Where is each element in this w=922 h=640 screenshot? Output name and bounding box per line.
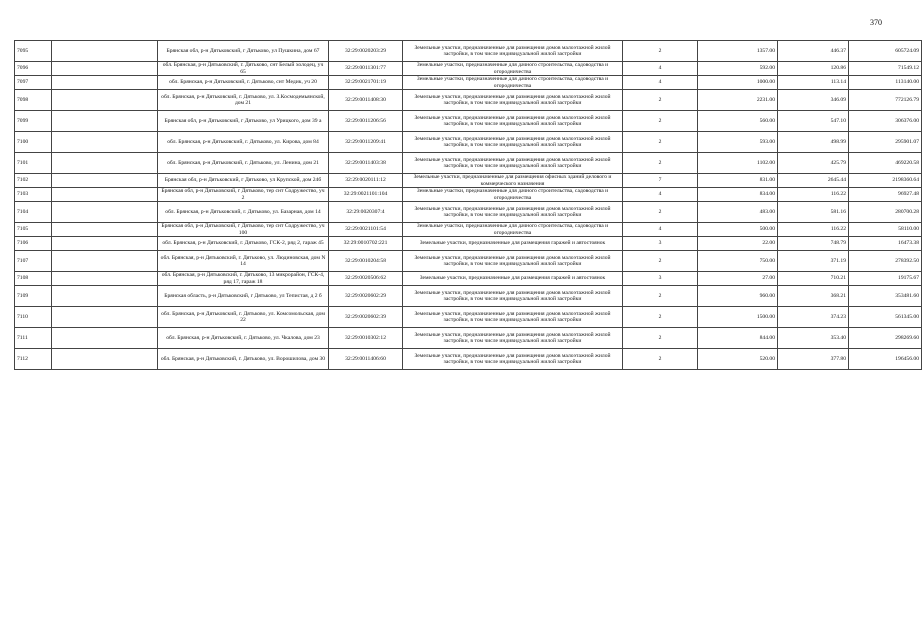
row-number: 7111 bbox=[15, 328, 52, 349]
land-use-cell: Земельные участки, предназначенные для дачного строительства, садоводства и огородничества bbox=[403, 62, 623, 76]
area-cell: 834.00 bbox=[698, 188, 778, 202]
empty-cell bbox=[52, 76, 158, 90]
group-cell: 2 bbox=[623, 90, 698, 111]
land-use-cell: Земельные участки, предназначенные для размещения домов малоэтажной жилой застройки, в том числе индивидуальной жилой застройки bbox=[403, 349, 623, 370]
empty-cell bbox=[52, 349, 158, 370]
group-cell: 2 bbox=[623, 41, 698, 62]
area-cell: 1357.00 bbox=[698, 41, 778, 62]
area-cell: 1102.00 bbox=[698, 153, 778, 174]
cadastral-number-cell: 32:29:0011406:60 bbox=[329, 349, 403, 370]
empty-cell bbox=[52, 132, 158, 153]
specific-value-cell: 116.22 bbox=[778, 223, 849, 237]
cadastral-number-cell: 32:29:0011209:41 bbox=[329, 132, 403, 153]
cadastral-value-cell: 2198360.64 bbox=[849, 174, 922, 188]
address-cell: Брянская область, р-н Дятьковский, г Дятьково, ул Тепистая, д 2 б bbox=[158, 286, 329, 307]
empty-cell bbox=[52, 223, 158, 237]
cadastral-number-cell: 32:29:0020111:12 bbox=[329, 174, 403, 188]
group-cell: 2 bbox=[623, 153, 698, 174]
table-row bbox=[15, 286, 922, 307]
cadastral-value-cell: 19175.67 bbox=[849, 272, 922, 286]
row-number: 7101 bbox=[15, 153, 52, 174]
address-cell: обл. Брянская, р-н Дятьковский, г. Дятьково, ул. Чкалова, дом 23 bbox=[158, 328, 329, 349]
land-use-cell: Земельные участки, предназначенные для размещения домов малоэтажной жилой застройки, в том числе индивидуальной жилой застройки bbox=[403, 251, 623, 272]
cadastral-value-cell: 196456.00 bbox=[849, 349, 922, 370]
address-cell: обл. Брянская, р-н Дятьковский, г. Дятьково, ул. Людиновская, дом N 14 bbox=[158, 251, 329, 272]
address-cell: Брянская обл, р-н Дятьковский, г Дятьково, тер снт Содружество, уч 2 bbox=[158, 188, 329, 202]
area-cell: 560.00 bbox=[698, 111, 778, 132]
cadastral-number-cell: 32:29:0011408:30 bbox=[329, 90, 403, 111]
group-cell: 2 bbox=[623, 307, 698, 328]
area-cell: 483.00 bbox=[698, 202, 778, 223]
cadastral-number-cell: 32:29:0011403:38 bbox=[329, 153, 403, 174]
row-number: 7096 bbox=[15, 62, 52, 76]
specific-value-cell: 368.21 bbox=[778, 286, 849, 307]
row-number: 7105 bbox=[15, 223, 52, 237]
table-row bbox=[15, 328, 922, 349]
area-cell: 593.00 bbox=[698, 132, 778, 153]
cadastral-value-cell: 298269.60 bbox=[849, 328, 922, 349]
cadastral-number-cell: 32:29:0011301:77 bbox=[329, 62, 403, 76]
empty-cell bbox=[52, 286, 158, 307]
group-cell: 7 bbox=[623, 174, 698, 188]
land-use-cell: Земельные участки, предназначенные для размещения домов малоэтажной жилой застройки, в том числе индивидуальной жилой застройки bbox=[403, 202, 623, 223]
row-number: 7106 bbox=[15, 237, 52, 251]
cadastral-number-cell: 32:29:0021101:54 bbox=[329, 223, 403, 237]
cadastral-number-cell: 32:29:0020307:4 bbox=[329, 202, 403, 223]
table-row bbox=[15, 174, 922, 188]
area-cell: 592.00 bbox=[698, 62, 778, 76]
land-use-cell: Земельные участки, предназначенные для дачного строительства, садоводства и огородничества bbox=[403, 188, 623, 202]
cadastral-number-cell: 32:29:0010302:12 bbox=[329, 328, 403, 349]
table-row bbox=[15, 132, 922, 153]
cadastral-number-cell: 32:29:0011206:56 bbox=[329, 111, 403, 132]
area-cell: 1000.00 bbox=[698, 76, 778, 90]
specific-value-cell: 748.79 bbox=[778, 237, 849, 251]
group-cell: 2 bbox=[623, 251, 698, 272]
empty-cell bbox=[52, 62, 158, 76]
address-cell: Брянская обл, р-н Дятьковский, г Дятьково, ул Крупской, дом 24б bbox=[158, 174, 329, 188]
empty-cell bbox=[52, 174, 158, 188]
row-number: 7109 bbox=[15, 286, 52, 307]
row-number: 7112 bbox=[15, 349, 52, 370]
area-cell: 750.00 bbox=[698, 251, 778, 272]
table-row bbox=[15, 223, 922, 237]
cadastral-value-cell: 306376.00 bbox=[849, 111, 922, 132]
cadastral-value-cell: 71549.12 bbox=[849, 62, 922, 76]
area-cell: 960.00 bbox=[698, 286, 778, 307]
address-cell: обл. Брянская, р-н Дятьковский, г. Дятьково, ул. Кирова, дом 84 bbox=[158, 132, 329, 153]
area-cell: 520.00 bbox=[698, 349, 778, 370]
group-cell: 2 bbox=[623, 202, 698, 223]
address-cell: Брянская обл, р-н Дятьковский, г Дятьково, ул Пушкина, дом 67 bbox=[158, 41, 329, 62]
group-cell: 4 bbox=[623, 223, 698, 237]
cadastral-value-cell: 772126.79 bbox=[849, 90, 922, 111]
row-number: 7110 bbox=[15, 307, 52, 328]
land-use-cell: Земельные участки, предназначенные для дачного строительства, садоводства и огородничества bbox=[403, 223, 623, 237]
empty-cell bbox=[52, 272, 158, 286]
address-cell: обл. Брянская, р-н Дятьковский, г. Дятьково, снт Белый холодец, уч 65 bbox=[158, 62, 329, 76]
table-row bbox=[15, 188, 922, 202]
specific-value-cell: 346.09 bbox=[778, 90, 849, 111]
specific-value-cell: 120.86 bbox=[778, 62, 849, 76]
area-cell: 27.00 bbox=[698, 272, 778, 286]
address-cell: обл. Брянская, р-н Дятьковский, г. Дятьково, ул. Комсомольская, дом 22 bbox=[158, 307, 329, 328]
address-cell: обл. Брянская, р-н Дятьковский, г. Дятьково, ул. Базарная, дом 14 bbox=[158, 202, 329, 223]
empty-cell bbox=[52, 41, 158, 62]
address-cell: обл. Брянская, р-н Дятьковский, г. Дятьково, ул. Ворошилова, дом 30 bbox=[158, 349, 329, 370]
cadastral-value-cell: 280700.28 bbox=[849, 202, 922, 223]
group-cell: 4 bbox=[623, 188, 698, 202]
row-number: 7104 bbox=[15, 202, 52, 223]
cadastral-value-cell: 295901.07 bbox=[849, 132, 922, 153]
row-number: 7102 bbox=[15, 174, 52, 188]
row-number: 7095 bbox=[15, 41, 52, 62]
empty-cell bbox=[52, 307, 158, 328]
table-row bbox=[15, 272, 922, 286]
cadastral-number-cell: 32:29:0010204:58 bbox=[329, 251, 403, 272]
group-cell: 4 bbox=[623, 76, 698, 90]
cadastral-value-cell: 278392.50 bbox=[849, 251, 922, 272]
cadastral-value-cell: 58110.00 bbox=[849, 223, 922, 237]
table-row bbox=[15, 90, 922, 111]
land-use-cell: Земельные участки, предназначенные для размещения домов малоэтажной жилой застройки, в том числе индивидуальной жилой застройки bbox=[403, 153, 623, 174]
area-cell: 844.00 bbox=[698, 328, 778, 349]
cadastral-number-cell: 32:29:0010702:221 bbox=[329, 237, 403, 251]
cadastral-value-cell: 16473.38 bbox=[849, 237, 922, 251]
cadastral-value-table bbox=[14, 40, 922, 370]
cadastral-value-cell: 96927.48 bbox=[849, 188, 922, 202]
specific-value-cell: 116.22 bbox=[778, 188, 849, 202]
cadastral-number-cell: 32:29:0020506:62 bbox=[329, 272, 403, 286]
empty-cell bbox=[52, 111, 158, 132]
group-cell: 2 bbox=[623, 132, 698, 153]
cadastral-value-cell: 561345.00 bbox=[849, 307, 922, 328]
table-row bbox=[15, 237, 922, 251]
empty-cell bbox=[52, 90, 158, 111]
land-use-cell: Земельные участки, предназначенные для размещения домов малоэтажной жилой застройки, в том числе индивидуальной жилой застройки bbox=[403, 328, 623, 349]
table-row bbox=[15, 307, 922, 328]
land-use-cell: Земельные участки, предназначенные для размещения домов малоэтажной жилой застройки, в том числе индивидуальной жилой застройки bbox=[403, 90, 623, 111]
table-row bbox=[15, 202, 922, 223]
row-number: 7098 bbox=[15, 90, 52, 111]
address-cell: обл. Брянская, р-н Дятьковский, г. Дятьково, 13 микрорайон, ГСК-4, ряд 17, гараж 18 bbox=[158, 272, 329, 286]
group-cell: 2 bbox=[623, 349, 698, 370]
group-cell: 4 bbox=[623, 62, 698, 76]
specific-value-cell: 377.80 bbox=[778, 349, 849, 370]
group-cell: 2 bbox=[623, 111, 698, 132]
cadastral-value-cell: 469220.58 bbox=[849, 153, 922, 174]
address-cell: обл. Брянская, р-н Дятьковский, г. Дятьково, снт Медик, уч 20 bbox=[158, 76, 329, 90]
land-use-cell: Земельные участки, предназначенные для размещения домов малоэтажной жилой застройки, в том числе индивидуальной жилой застройки bbox=[403, 132, 623, 153]
specific-value-cell: 371.19 bbox=[778, 251, 849, 272]
group-cell: 2 bbox=[623, 286, 698, 307]
group-cell: 2 bbox=[623, 328, 698, 349]
specific-value-cell: 498.99 bbox=[778, 132, 849, 153]
address-cell: обл. Брянская, р-н Дятьковский, г. Дятьково, ул. З.Космодемьянской, дом 21 bbox=[158, 90, 329, 111]
specific-value-cell: 710.21 bbox=[778, 272, 849, 286]
specific-value-cell: 374.23 bbox=[778, 307, 849, 328]
area-cell: 22.00 bbox=[698, 237, 778, 251]
land-use-cell: Земельные участки, предназначенные для размещения домов малоэтажной жилой застройки, в том числе индивидуальной жилой застройки bbox=[403, 111, 623, 132]
empty-cell bbox=[52, 237, 158, 251]
cadastral-number-cell: 32:29:0020602:39 bbox=[329, 307, 403, 328]
table-body bbox=[15, 41, 922, 370]
cadastral-value-cell: 353481.60 bbox=[849, 286, 922, 307]
page-number: 370 bbox=[870, 18, 882, 27]
group-cell: 3 bbox=[623, 237, 698, 251]
cadastral-number-cell: 32:29:0021101:104 bbox=[329, 188, 403, 202]
specific-value-cell: 2645.44 bbox=[778, 174, 849, 188]
row-number: 7100 bbox=[15, 132, 52, 153]
specific-value-cell: 353.40 bbox=[778, 328, 849, 349]
land-use-cell: Земельные участки, предназначенные для размещения офисных зданий делового и коммерческого назначения bbox=[403, 174, 623, 188]
table-row bbox=[15, 251, 922, 272]
area-cell: 2231.00 bbox=[698, 90, 778, 111]
table-row bbox=[15, 76, 922, 90]
address-cell: обл. Брянская, р-н Дятьковский, г. Дятьково, ул. Ленина, дом 21 bbox=[158, 153, 329, 174]
land-use-cell: Земельные участки, предназначенные для размещения гаражей и автостоянок bbox=[403, 237, 623, 251]
area-cell: 500.00 bbox=[698, 223, 778, 237]
table-row bbox=[15, 41, 922, 62]
table-row bbox=[15, 349, 922, 370]
area-cell: 831.00 bbox=[698, 174, 778, 188]
empty-cell bbox=[52, 188, 158, 202]
address-cell: Брянская обл, р-н Дятьковский, г Дятьково, тер снт Содружество, уч 100 bbox=[158, 223, 329, 237]
cadastral-value-cell: 113140.00 bbox=[849, 76, 922, 90]
row-number: 7107 bbox=[15, 251, 52, 272]
empty-cell bbox=[52, 328, 158, 349]
specific-value-cell: 113.14 bbox=[778, 76, 849, 90]
area-cell: 1500.00 bbox=[698, 307, 778, 328]
row-number: 7103 bbox=[15, 188, 52, 202]
cadastral-value-cell: 605724.09 bbox=[849, 41, 922, 62]
table-row bbox=[15, 153, 922, 174]
address-cell: обл. Брянская, р-н Дятьковский, г. Дятьково, ГСК-2, ряд 2, гараж 45 bbox=[158, 237, 329, 251]
land-use-cell: Земельные участки, предназначенные для размещения гаражей и автостоянок bbox=[403, 272, 623, 286]
row-number: 7099 bbox=[15, 111, 52, 132]
empty-cell bbox=[52, 153, 158, 174]
table-row bbox=[15, 62, 922, 76]
group-cell: 3 bbox=[623, 272, 698, 286]
row-number: 7097 bbox=[15, 76, 52, 90]
cadastral-number-cell: 32:29:0021701:19 bbox=[329, 76, 403, 90]
empty-cell bbox=[52, 251, 158, 272]
specific-value-cell: 425.79 bbox=[778, 153, 849, 174]
specific-value-cell: 547.10 bbox=[778, 111, 849, 132]
land-use-cell: Земельные участки, предназначенные для размещения домов малоэтажной жилой застройки, в том числе индивидуальной жилой застройки bbox=[403, 286, 623, 307]
land-use-cell: Земельные участки, предназначенные для размещения домов малоэтажной жилой застройки, в том числе индивидуальной жилой застройки bbox=[403, 41, 623, 62]
address-cell: Брянская обл, р-н Дятьковский, г Дятьково, ул Урицкого, дом 39 а bbox=[158, 111, 329, 132]
cadastral-number-cell: 32:29:0020602:29 bbox=[329, 286, 403, 307]
land-use-cell: Земельные участки, предназначенные для размещения домов малоэтажной жилой застройки, в том числе индивидуальной жилой застройки bbox=[403, 307, 623, 328]
specific-value-cell: 446.37 bbox=[778, 41, 849, 62]
table-row bbox=[15, 111, 922, 132]
cadastral-number-cell: 32:29:0020203:29 bbox=[329, 41, 403, 62]
specific-value-cell: 581.16 bbox=[778, 202, 849, 223]
row-number: 7108 bbox=[15, 272, 52, 286]
empty-cell bbox=[52, 202, 158, 223]
land-use-cell: Земельные участки, предназначенные для дачного строительства, садоводства и огородничества bbox=[403, 76, 623, 90]
